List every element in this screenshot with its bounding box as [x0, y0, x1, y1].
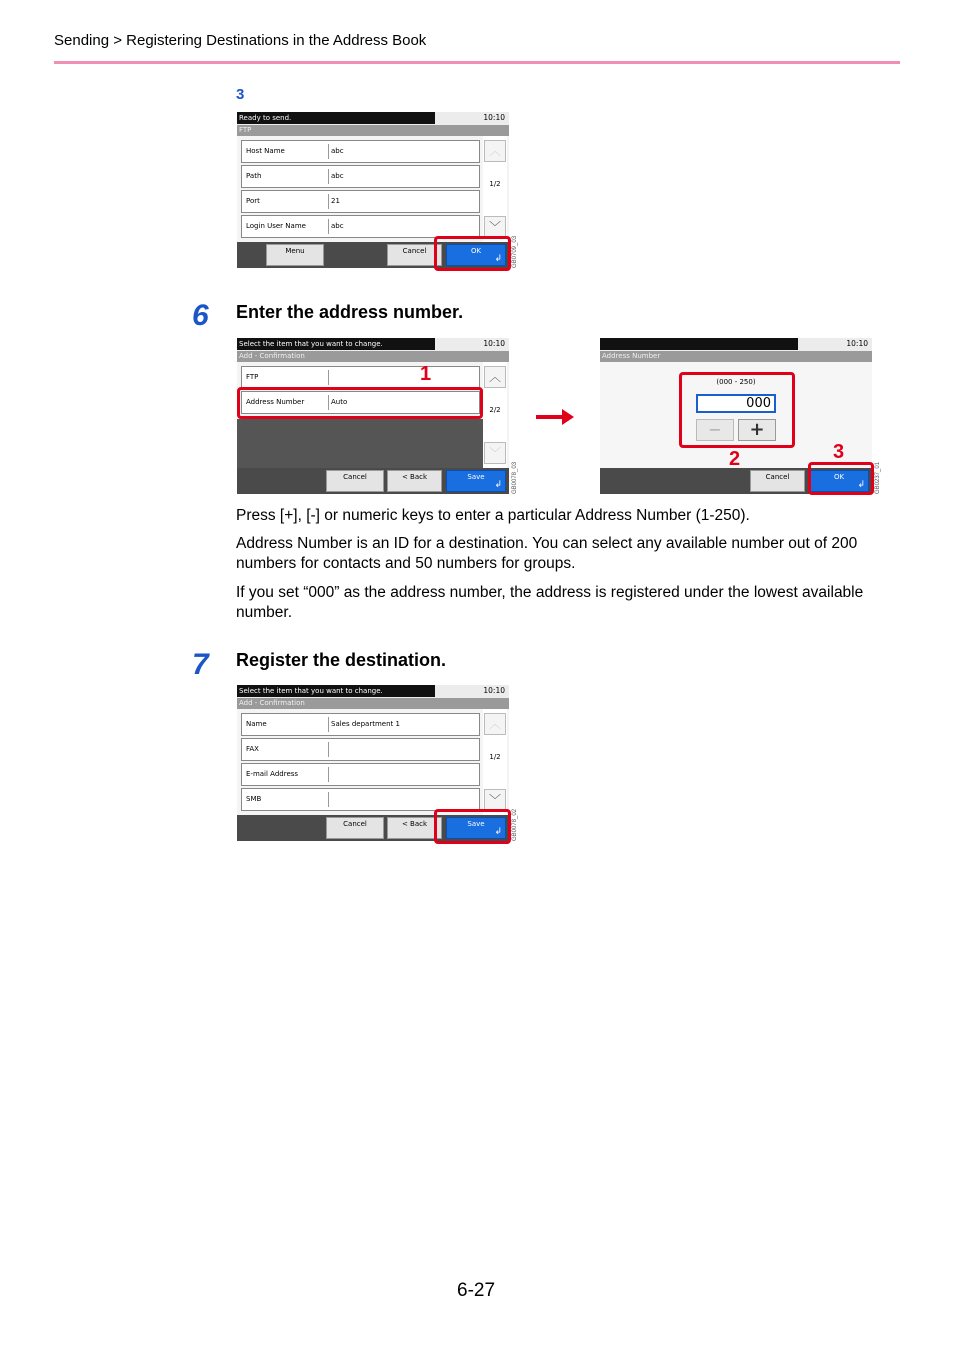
step-heading: Enter the address number. [236, 302, 464, 322]
row-key: E-mail Address [246, 770, 299, 778]
breadcrumb: Sending > Registering Destinations in the Address Book [54, 32, 427, 49]
step-heading: Register the destination. [236, 650, 447, 670]
paragraph: If you set “000” as the address number, the address is registered under the lowest available number. [236, 584, 864, 621]
page-number: 6-27 [457, 1280, 496, 1301]
row-path[interactable] [241, 165, 480, 188]
page-indicator: 1/2 [489, 753, 501, 761]
save-label: Save [467, 820, 485, 828]
page-indicator: 1/2 [489, 180, 501, 188]
number-entry-highlight [679, 372, 795, 448]
clock: 10:10 [846, 339, 868, 348]
figure-code: GB0078_03 [512, 461, 518, 494]
step-number: 6 [192, 299, 209, 332]
status-bar: Select the item that you want to change. [237, 685, 435, 697]
row-value: abc [331, 172, 344, 180]
ok-highlight [434, 236, 511, 271]
row-value: Auto [331, 398, 348, 406]
paragraph: Address Number is an ID for a destination. You can select any available number out of 200 numbers for contacts and 50 numbers for groups. [236, 535, 858, 572]
enter-icon: ↲ [857, 480, 865, 490]
range-label: (000 - 250) [716, 378, 756, 386]
row-login-user-name[interactable] [241, 215, 480, 238]
row-key: Name [246, 720, 267, 728]
status-bar [600, 338, 798, 350]
row-fax[interactable] [241, 738, 480, 761]
row-key: SMB [246, 795, 262, 803]
scroll-bar [483, 709, 507, 815]
row-smb[interactable] [241, 788, 480, 811]
paragraph: Press [+], [-] or numeric keys to enter a particular Address Number (1-250). [236, 507, 750, 524]
row-key: FTP [246, 373, 259, 381]
scroll-up-icon[interactable]: ︿ [484, 366, 506, 388]
save-highlight [434, 809, 511, 844]
row-ftp[interactable] [241, 366, 480, 389]
screen-title: Add - Confirmation [237, 698, 509, 709]
scroll-up-icon[interactable]: ︿ [484, 140, 506, 162]
back-button[interactable]: < Back [387, 817, 442, 839]
screen-title: Address Number [600, 351, 872, 362]
page-indicator: 2/2 [489, 406, 501, 414]
row-key: Port [246, 197, 260, 205]
row-name[interactable] [241, 713, 480, 736]
enter-icon: ↲ [494, 480, 502, 490]
ok-label: OK [833, 473, 845, 481]
marker-3: 3 [833, 441, 845, 463]
empty-area [237, 419, 483, 468]
clock: 10:10 [483, 113, 505, 122]
enter-icon: ↲ [494, 827, 502, 837]
row-value: Sales department 1 [331, 720, 400, 728]
row-value: 21 [331, 197, 340, 205]
status-bar: Ready to send. [237, 112, 435, 124]
scroll-down-icon[interactable]: ﹀ [484, 216, 506, 238]
cancel-button[interactable]: Cancel [326, 817, 384, 839]
marker-1: 1 [420, 363, 432, 385]
address-number-input[interactable]: 000 [696, 394, 776, 413]
minus-button[interactable]: − [696, 419, 734, 441]
ok-highlight [808, 462, 874, 495]
cancel-button[interactable]: Cancel [326, 470, 384, 492]
back-button[interactable]: < Back [387, 470, 442, 492]
row-host-name[interactable] [241, 140, 480, 163]
row-value: abc [331, 222, 344, 230]
row-email-address[interactable] [241, 763, 480, 786]
enter-icon: ↲ [494, 254, 502, 264]
substep-number: 3 [236, 86, 245, 103]
figure-code: GB0709_03 [512, 235, 518, 268]
row-key: FAX [246, 745, 259, 753]
figure-code: GB0237_01 [875, 461, 881, 494]
row-port[interactable] [241, 190, 480, 213]
marker-2: 2 [729, 448, 741, 470]
screen-title: FTP [237, 125, 509, 136]
screen-title: Add - Confirmation [237, 351, 509, 362]
ok-label: OK [470, 247, 482, 255]
save-button[interactable] [446, 470, 506, 492]
header-rule [54, 61, 900, 64]
status-bar: Select the item that you want to change. [237, 338, 435, 350]
clock: 10:10 [483, 339, 505, 348]
arrow-right-icon [536, 406, 576, 428]
scroll-bar [483, 136, 507, 242]
step-number: 7 [192, 648, 209, 681]
scroll-up-icon[interactable]: ︿ [484, 713, 506, 735]
row-key: Address Number [246, 398, 305, 406]
address-number-highlight [237, 387, 483, 419]
scroll-down-icon[interactable]: ﹀ [484, 442, 506, 464]
scroll-down-icon[interactable]: ﹀ [484, 789, 506, 811]
row-key: Path [246, 172, 262, 180]
cancel-button[interactable]: Cancel [387, 244, 442, 266]
figure-code: GB0078_02 [512, 808, 518, 841]
row-value: abc [331, 147, 344, 155]
menu-button[interactable]: Menu [266, 244, 324, 266]
cancel-button[interactable]: Cancel [750, 470, 805, 492]
plus-button[interactable]: + [738, 419, 776, 441]
save-label: Save [467, 473, 485, 481]
clock: 10:10 [483, 686, 505, 695]
row-key: Host Name [246, 147, 285, 155]
row-key: Login User Name [246, 222, 306, 230]
scroll-bar [483, 362, 507, 468]
